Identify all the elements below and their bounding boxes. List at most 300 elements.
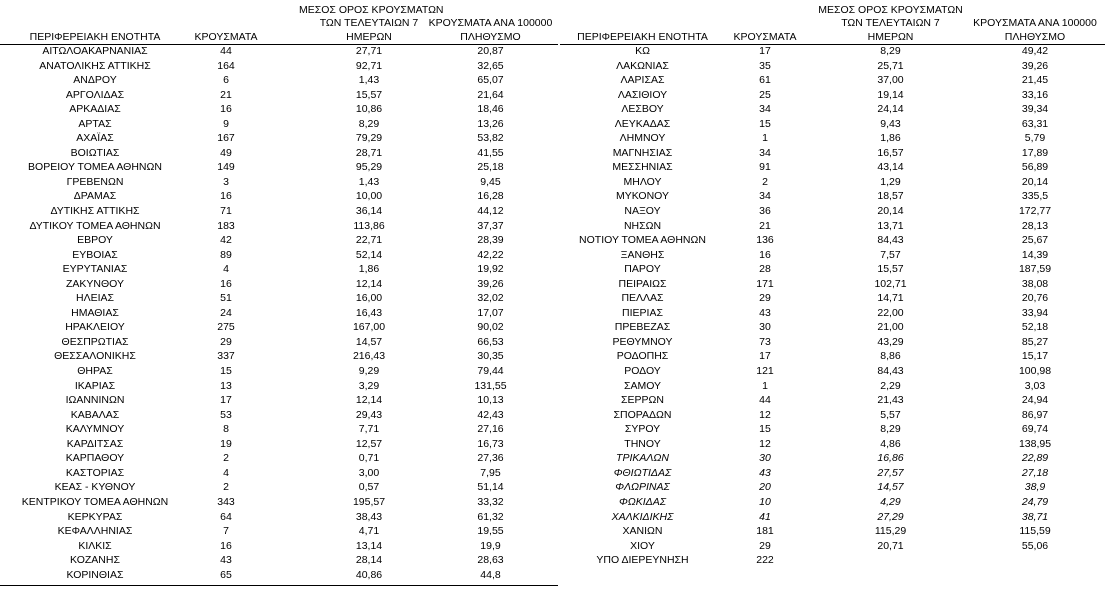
cell-region: ΙΚΑΡΙΑΣ bbox=[74, 379, 116, 392]
table-row bbox=[0, 262, 563, 277]
table-row bbox=[560, 306, 1105, 321]
table-row bbox=[560, 117, 1105, 132]
cell-per100k: 61,32 bbox=[477, 510, 504, 523]
cell-avg: 20,71 bbox=[877, 539, 904, 552]
cell-cases: 121 bbox=[756, 365, 774, 378]
cell-avg: 18,57 bbox=[877, 190, 904, 203]
cell-avg: 4,86 bbox=[880, 437, 901, 450]
cell-per100k: 79,44 bbox=[477, 365, 504, 378]
table-row bbox=[560, 262, 1105, 277]
cell-region: ΜΕΣΣΗΝΙΑΣ bbox=[612, 161, 673, 174]
cell-cases: 12 bbox=[759, 408, 771, 421]
cell-per100k: 28,39 bbox=[477, 234, 504, 247]
cell-cases: 149 bbox=[217, 161, 235, 174]
cell-cases: 43 bbox=[759, 306, 771, 319]
cell-region: ΧΑΝΙΩΝ bbox=[622, 525, 663, 538]
table-row bbox=[560, 175, 1105, 190]
table-row bbox=[0, 437, 563, 452]
table-row bbox=[0, 393, 563, 408]
table-row bbox=[560, 451, 1105, 466]
cell-region: ΣΑΜΟΥ bbox=[623, 379, 662, 392]
cell-cases: 29 bbox=[220, 335, 232, 348]
cell-region: ΥΠΟ ΔΙΕΡΕΥΝΗΣΗ bbox=[596, 554, 689, 567]
table-row bbox=[560, 408, 1105, 423]
cell-per100k: 28,13 bbox=[1021, 219, 1049, 232]
cell-per100k: 21,45 bbox=[1021, 74, 1049, 87]
cell-per100k: 38,08 bbox=[1021, 277, 1049, 290]
cell-avg: 1,86 bbox=[358, 263, 380, 276]
cell-per100k: 22,89 bbox=[1021, 452, 1049, 465]
cell-region: ΤΗΝΟΥ bbox=[624, 437, 661, 450]
cell-avg: 14,57 bbox=[355, 335, 383, 348]
cell-cases: 4 bbox=[223, 466, 229, 479]
cell-cases: 29 bbox=[759, 539, 771, 552]
cell-region: ΠΡΕΒΕΖΑΣ bbox=[614, 321, 671, 334]
cell-region: ΑΡΓΟΛΙΔΑΣ bbox=[65, 88, 125, 101]
cell-avg: 7,71 bbox=[358, 423, 380, 436]
cell-cases: 17 bbox=[759, 45, 771, 57]
cell-cases: 21 bbox=[220, 88, 232, 101]
table-row bbox=[0, 146, 563, 161]
cell-cases: 10 bbox=[759, 495, 771, 508]
cell-region: ΣΥΡΟΥ bbox=[624, 423, 661, 436]
table-row bbox=[0, 510, 563, 525]
cell-region: ΔΥΤΙΚΗΣ ΑΤΤΙΚΗΣ bbox=[50, 205, 140, 218]
cell-region: ΒΟΡΕΙΟΥ ΤΟΜΕΑ ΑΘΗΝΩΝ bbox=[28, 161, 162, 174]
table-row bbox=[560, 59, 1105, 74]
right-table-rows bbox=[560, 44, 1105, 568]
cell-cases: 61 bbox=[759, 74, 771, 87]
cell-per100k: 69,74 bbox=[1021, 423, 1049, 436]
table-row bbox=[0, 189, 563, 204]
table-row bbox=[560, 320, 1105, 335]
left-bottom-rule bbox=[0, 585, 558, 586]
cell-per100k: 131,55 bbox=[474, 379, 507, 392]
cell-per100k: 18,46 bbox=[477, 103, 504, 116]
cell-region: ΦΩΚΙΔΑΣ bbox=[618, 495, 667, 508]
cell-region: ΗΡΑΚΛΕΙΟΥ bbox=[65, 321, 125, 334]
cell-cases: 17 bbox=[759, 350, 771, 363]
cell-region: ΗΛΕΙΑΣ bbox=[75, 292, 114, 305]
cell-avg: 12,14 bbox=[355, 394, 383, 407]
table-row bbox=[0, 495, 563, 510]
cell-cases: 15 bbox=[759, 117, 771, 130]
cell-region: ΣΕΡΡΩΝ bbox=[621, 394, 664, 407]
cell-region: ΑΝΑΤΟΛΙΚΗΣ ΑΤΤΙΚΗΣ bbox=[39, 59, 151, 72]
cell-per100k: 65,07 bbox=[477, 74, 504, 87]
cell-cases: 136 bbox=[756, 234, 774, 247]
header-cases: ΚΡΟΥΣΜΑΤΑ bbox=[733, 31, 797, 43]
cell-avg: 20,14 bbox=[877, 205, 904, 218]
cell-cases: 3 bbox=[223, 175, 229, 188]
cell-cases: 34 bbox=[759, 146, 771, 159]
cell-avg: 9,29 bbox=[358, 365, 380, 378]
cell-avg: 8,86 bbox=[880, 350, 901, 363]
cell-per100k: 38,71 bbox=[1021, 510, 1049, 523]
cell-region: ΔΡΑΜΑΣ bbox=[73, 190, 117, 203]
cell-region: ΣΠΟΡΑΔΩΝ bbox=[613, 408, 672, 421]
cell-avg: 8,29 bbox=[880, 423, 901, 436]
cell-avg: 3,00 bbox=[358, 466, 380, 479]
cell-region: ΚΩ bbox=[635, 45, 650, 57]
cell-per100k: 38,9 bbox=[1024, 481, 1046, 494]
cell-avg: 95,29 bbox=[355, 161, 383, 174]
table-row bbox=[0, 277, 563, 292]
cell-per100k: 15,17 bbox=[1021, 350, 1049, 363]
table-row bbox=[560, 524, 1105, 539]
table-row bbox=[560, 495, 1105, 510]
cell-region: ΜΗΛΟΥ bbox=[623, 175, 662, 188]
cell-per100k: 9,45 bbox=[480, 175, 501, 188]
cell-avg: 7,57 bbox=[880, 248, 901, 261]
cell-cases: 41 bbox=[759, 510, 771, 523]
cell-cases: 25 bbox=[759, 88, 771, 101]
cell-avg: 92,71 bbox=[355, 59, 383, 72]
cell-avg: 37,00 bbox=[877, 74, 904, 87]
cell-cases: 89 bbox=[220, 248, 232, 261]
table-row bbox=[0, 73, 563, 88]
cell-cases: 51 bbox=[220, 292, 232, 305]
table-row bbox=[560, 422, 1105, 437]
table-row bbox=[560, 146, 1105, 161]
table-row bbox=[560, 131, 1105, 146]
cell-avg: 12,14 bbox=[355, 277, 383, 290]
cell-avg: 16,86 bbox=[877, 452, 904, 465]
cell-cases: 9 bbox=[223, 117, 229, 130]
cell-region: ΛΕΥΚΑΔΑΣ bbox=[614, 117, 671, 130]
cell-region: ΚΑΣΤΟΡΙΑΣ bbox=[65, 466, 125, 479]
cell-avg: 14,57 bbox=[877, 481, 904, 494]
cell-per100k: 13,26 bbox=[477, 117, 504, 130]
cell-avg: 15,57 bbox=[355, 88, 383, 101]
table-row bbox=[0, 451, 563, 466]
cell-cases: 44 bbox=[220, 45, 232, 57]
table-row bbox=[0, 379, 563, 394]
header-avg-line3: ΗΜΕΡΩΝ bbox=[346, 31, 392, 43]
cell-region: ΦΛΩΡΙΝΑΣ bbox=[615, 481, 670, 494]
cell-cases: 1 bbox=[762, 132, 768, 145]
table-row bbox=[560, 248, 1105, 263]
cell-cases: 2 bbox=[223, 481, 229, 494]
header-per100k-line1: ΚΡΟΥΣΜΑΤΑ ΑΝΑ 100000 bbox=[973, 17, 1097, 29]
cell-region: ΓΡΕΒΕΝΩΝ bbox=[66, 175, 124, 188]
cell-cases: 30 bbox=[759, 452, 771, 465]
table-row bbox=[0, 204, 563, 219]
cell-avg: 1,43 bbox=[358, 175, 380, 188]
cell-avg: 25,71 bbox=[877, 59, 904, 72]
cell-cases: 7 bbox=[223, 525, 229, 538]
table-row bbox=[560, 510, 1105, 525]
cell-per100k: 63,31 bbox=[1021, 117, 1049, 130]
cell-per100k: 172,77 bbox=[1018, 205, 1052, 218]
cell-cases: 13 bbox=[220, 379, 232, 392]
cell-per100k: 42,22 bbox=[477, 248, 504, 261]
cell-cases: 28 bbox=[759, 263, 771, 276]
cell-per100k: 20,14 bbox=[1021, 175, 1049, 188]
header-per100k-line1: ΚΡΟΥΣΜΑΤΑ ΑΝΑ 100000 bbox=[428, 17, 553, 29]
cell-avg: 16,43 bbox=[355, 306, 383, 319]
cell-per100k: 52,18 bbox=[1021, 321, 1049, 334]
cell-per100k: 90,02 bbox=[477, 321, 504, 334]
table-row bbox=[560, 393, 1105, 408]
cell-region: ΧΙΟΥ bbox=[630, 539, 655, 552]
cell-avg: 21,00 bbox=[877, 321, 904, 334]
cell-avg: 43,29 bbox=[877, 335, 904, 348]
cell-cases: 167 bbox=[217, 132, 235, 145]
cell-cases: 343 bbox=[217, 495, 235, 508]
table-row bbox=[0, 349, 563, 364]
table-row bbox=[0, 539, 563, 554]
table-row bbox=[0, 117, 563, 132]
cell-avg: 19,14 bbox=[877, 88, 904, 101]
cell-per100k: 27,36 bbox=[477, 452, 504, 465]
table-row bbox=[560, 291, 1105, 306]
table-row bbox=[0, 102, 563, 117]
cell-avg: 21,43 bbox=[877, 394, 904, 407]
cell-per100k: 19,9 bbox=[480, 539, 501, 552]
table-row bbox=[0, 88, 563, 103]
cell-avg: 27,71 bbox=[355, 45, 383, 57]
cell-cases: 337 bbox=[217, 350, 235, 363]
cell-region: ΠΙΕΡΙΑΣ bbox=[622, 306, 663, 319]
table-row bbox=[560, 277, 1105, 292]
cell-per100k: 33,16 bbox=[1021, 88, 1049, 101]
cell-avg: 22,00 bbox=[877, 306, 904, 319]
cell-per100k: 49,42 bbox=[1021, 45, 1049, 57]
cell-avg: 84,43 bbox=[877, 365, 904, 378]
table-row bbox=[560, 219, 1105, 234]
cell-per100k: 100,98 bbox=[1018, 365, 1052, 378]
cell-avg: 1,29 bbox=[880, 175, 901, 188]
cell-avg: 16,00 bbox=[355, 292, 383, 305]
cell-cases: 36 bbox=[759, 205, 771, 218]
cell-per100k: 20,76 bbox=[1021, 292, 1049, 305]
table-row bbox=[0, 131, 563, 146]
left-table-rows bbox=[0, 44, 563, 582]
cell-region: ΝΗΣΩΝ bbox=[623, 219, 662, 232]
table-row bbox=[560, 539, 1105, 554]
table-row bbox=[0, 44, 563, 59]
cell-region: ΤΡΙΚΑΛΩΝ bbox=[616, 452, 669, 465]
header-avg-line3: ΗΜΕΡΩΝ bbox=[867, 31, 914, 43]
cell-avg: 52,14 bbox=[355, 248, 383, 261]
table-row bbox=[560, 437, 1105, 452]
table-row bbox=[560, 102, 1105, 117]
table-row bbox=[0, 59, 563, 74]
cell-region: ΑΙΤΩΛΟΑΚΑΡΝΑΝΙΑΣ bbox=[42, 45, 148, 57]
cell-per100k: 14,39 bbox=[1021, 248, 1049, 261]
cell-region: ΜΥΚΟΝΟΥ bbox=[615, 190, 669, 203]
cell-cases: 91 bbox=[759, 161, 771, 174]
cell-per100k: 19,55 bbox=[477, 525, 504, 538]
cell-cases: 275 bbox=[217, 321, 235, 334]
cell-region: ΠΑΡΟΥ bbox=[624, 263, 661, 276]
cell-region: ΝΑΞΟΥ bbox=[624, 205, 661, 218]
cell-region: ΛΑΡΙΣΑΣ bbox=[620, 74, 665, 87]
table-row bbox=[560, 233, 1105, 248]
cell-per100k: 51,14 bbox=[477, 481, 504, 494]
cell-region: ΑΝΔΡΟΥ bbox=[73, 74, 117, 87]
cell-avg: 8,29 bbox=[358, 117, 380, 130]
cell-region: ΚΙΛΚΙΣ bbox=[78, 539, 112, 552]
table-row bbox=[560, 349, 1105, 364]
cell-avg: 12,57 bbox=[355, 437, 383, 450]
cell-per100k: 33,32 bbox=[477, 495, 504, 508]
cell-avg: 38,43 bbox=[355, 510, 383, 523]
header-per100k-line2: ΠΛΗΘΥΣΜΟ bbox=[460, 31, 521, 43]
cell-avg: 15,57 bbox=[877, 263, 904, 276]
table-row bbox=[0, 335, 563, 350]
cell-region: ΜΑΓΝΗΣΙΑΣ bbox=[612, 146, 673, 159]
cell-avg: 2,29 bbox=[880, 379, 901, 392]
table-row bbox=[560, 364, 1105, 379]
table-row bbox=[560, 466, 1105, 481]
cell-avg: 0,71 bbox=[358, 452, 380, 465]
cell-per100k: 66,53 bbox=[477, 335, 504, 348]
table-row bbox=[560, 553, 1105, 568]
cell-per100k: 30,35 bbox=[477, 350, 504, 363]
header-region: ΠΕΡΙΦΕΡΕΙΑΚΗ ΕΝΟΤΗΤΑ bbox=[577, 31, 708, 43]
cell-per100k: 115,59 bbox=[1019, 525, 1051, 538]
cell-region: ΘΗΡΑΣ bbox=[77, 365, 113, 378]
header-per100k-line2: ΠΛΗΘΥΣΜΟ bbox=[1004, 31, 1066, 43]
table-row bbox=[0, 160, 563, 175]
cell-region: ΗΜΑΘΙΑΣ bbox=[71, 306, 119, 319]
cell-per100k: 16,73 bbox=[477, 437, 504, 450]
cell-avg: 113,86 bbox=[353, 219, 385, 232]
cell-region: ΚΟΖΑΝΗΣ bbox=[70, 554, 120, 567]
cell-region: ΡΕΘΥΜΝΟΥ bbox=[612, 335, 673, 348]
table-row bbox=[0, 248, 563, 263]
table-row bbox=[0, 466, 563, 481]
cell-region: ΕΒΡΟΥ bbox=[77, 234, 113, 247]
cell-cases: 65 bbox=[220, 568, 232, 581]
cell-region: ΔΥΤΙΚΟΥ ΤΟΜΕΑ ΑΘΗΝΩΝ bbox=[29, 219, 161, 232]
table-row bbox=[0, 306, 563, 321]
header-region: ΠΕΡΙΦΕΡΕΙΑΚΗ ΕΝΟΤΗΤΑ bbox=[29, 31, 161, 43]
cell-cases: 16 bbox=[220, 277, 232, 290]
cell-per100k: 17,89 bbox=[1021, 146, 1049, 159]
cell-avg: 36,14 bbox=[355, 205, 383, 218]
cell-cases: 44 bbox=[759, 394, 771, 407]
table-row bbox=[0, 553, 563, 568]
cell-per100k: 24,79 bbox=[1021, 495, 1049, 508]
cell-avg: 0,57 bbox=[358, 481, 380, 494]
table-row bbox=[560, 379, 1105, 394]
cell-avg: 13,14 bbox=[355, 539, 383, 552]
table-row bbox=[0, 408, 563, 423]
table-row bbox=[560, 189, 1105, 204]
cell-avg: 79,29 bbox=[355, 132, 383, 145]
cell-cases: 16 bbox=[759, 248, 771, 261]
cell-per100k: 28,63 bbox=[477, 554, 504, 567]
cell-cases: 4 bbox=[223, 263, 229, 276]
cell-region: ΛΗΜΝΟΥ bbox=[619, 132, 666, 145]
cell-cases: 64 bbox=[220, 510, 232, 523]
cell-per100k: 32,65 bbox=[477, 59, 504, 72]
cell-per100k: 27,18 bbox=[1021, 466, 1049, 479]
cell-region: ΡΟΔΟΥ bbox=[624, 365, 661, 378]
cell-per100k: 5,79 bbox=[1024, 132, 1046, 145]
cell-per100k: 27,16 bbox=[477, 423, 504, 436]
cell-avg: 10,00 bbox=[355, 190, 383, 203]
table-row bbox=[560, 88, 1105, 103]
cell-per100k: 335,5 bbox=[1021, 190, 1049, 203]
cell-region: ΑΧΑΪΑΣ bbox=[76, 132, 114, 145]
cell-region: ΚΑΡΔΙΤΣΑΣ bbox=[66, 437, 124, 450]
cell-region: ΘΕΣΣΑΛΟΝΙΚΗΣ bbox=[54, 350, 136, 363]
cell-avg: 4,29 bbox=[880, 495, 901, 508]
cell-region: ΚΑΡΠΑΘΟΥ bbox=[65, 452, 125, 465]
table-row bbox=[0, 233, 563, 248]
header-avg-line1: ΜΕΣΟΣ ΟΡΟΣ ΚΡΟΥΣΜΑΤΩΝ bbox=[299, 4, 444, 16]
header-avg-line1: ΜΕΣΟΣ ΟΡΟΣ ΚΡΟΥΣΜΑΤΩΝ bbox=[818, 4, 963, 16]
cell-region: ΑΡΤΑΣ bbox=[78, 117, 112, 130]
cell-avg: 3,29 bbox=[358, 379, 380, 392]
cell-per100k: 85,27 bbox=[1021, 335, 1049, 348]
cell-region: ΛΕΣΒΟΥ bbox=[621, 103, 664, 116]
cell-per100k: 25,18 bbox=[477, 161, 504, 174]
cell-cases: 183 bbox=[217, 219, 235, 232]
cell-cases: 8 bbox=[223, 423, 229, 436]
cell-per100k: 56,89 bbox=[1021, 161, 1049, 174]
cell-avg: 27,29 bbox=[877, 510, 904, 523]
cell-per100k: 41,55 bbox=[477, 146, 504, 159]
table-row bbox=[560, 73, 1105, 88]
cell-cases: 15 bbox=[759, 423, 771, 436]
table-row bbox=[0, 291, 563, 306]
cell-avg: 40,86 bbox=[355, 568, 383, 581]
cell-avg: 195,57 bbox=[352, 495, 386, 508]
cell-avg: 84,43 bbox=[877, 234, 904, 247]
table-row bbox=[0, 422, 563, 437]
cell-region: ΛΑΚΩΝΙΑΣ bbox=[616, 59, 669, 72]
cell-per100k: 10,13 bbox=[477, 394, 504, 407]
cell-avg: 29,43 bbox=[355, 408, 383, 421]
cell-avg: 115,29 bbox=[874, 525, 907, 538]
cell-per100k: 44,8 bbox=[480, 568, 501, 581]
cell-cases: 16 bbox=[220, 103, 232, 116]
cell-region: ΚΕΑΣ - ΚΥΘΝΟΥ bbox=[54, 481, 136, 494]
cell-per100k: 42,43 bbox=[477, 408, 504, 421]
cell-region: ΡΟΔΟΠΗΣ bbox=[616, 350, 669, 363]
cell-per100k: 187,59 bbox=[1018, 263, 1052, 276]
table-row bbox=[0, 568, 563, 583]
cell-per100k: 55,06 bbox=[1021, 539, 1049, 552]
cell-per100k: 19,92 bbox=[477, 263, 504, 276]
cell-cases: 12 bbox=[759, 437, 771, 450]
cell-cases: 21 bbox=[759, 219, 771, 232]
cell-region: ΚΟΡΙΝΘΙΑΣ bbox=[66, 568, 124, 581]
right-table bbox=[560, 0, 1105, 568]
cell-cases: 34 bbox=[759, 190, 771, 203]
cell-region: ΧΑΛΚΙΔΙΚΗΣ bbox=[611, 510, 674, 523]
cell-cases: 164 bbox=[217, 59, 235, 72]
table-row bbox=[0, 175, 563, 190]
cell-per100k: 21,64 bbox=[477, 88, 504, 101]
cell-region: ΚΕΡΚΥΡΑΣ bbox=[67, 510, 123, 523]
table-row bbox=[0, 364, 563, 379]
cell-cases: 43 bbox=[220, 554, 232, 567]
table-row bbox=[560, 44, 1105, 59]
cell-cases: 30 bbox=[759, 321, 771, 334]
header-avg-line2: ΤΩΝ ΤΕΛΕΥΤΑΙΩΝ 7 bbox=[319, 17, 419, 29]
cell-per100k: 3,03 bbox=[1024, 379, 1046, 392]
cell-avg: 4,71 bbox=[358, 525, 380, 538]
cell-avg: 14,71 bbox=[877, 292, 904, 305]
cell-per100k: 37,37 bbox=[477, 219, 504, 232]
table-row bbox=[0, 320, 563, 335]
